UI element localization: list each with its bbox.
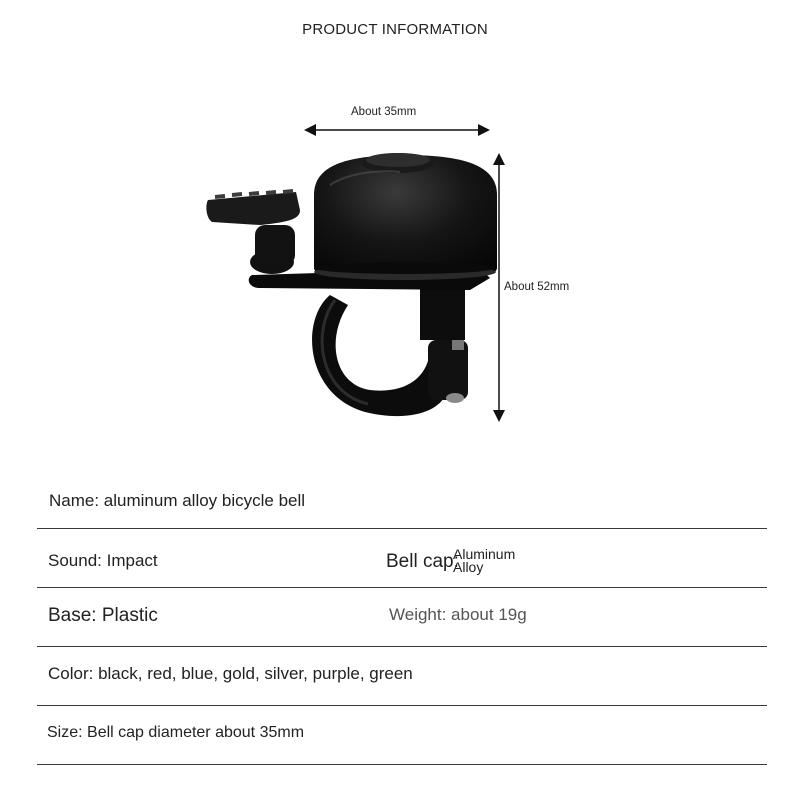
- row-divider: [37, 646, 767, 647]
- spec-base: Base: Plastic: [48, 605, 158, 626]
- spec-color: Color: black, red, blue, gold, silver, purple, green: [48, 664, 413, 683]
- width-dimension-label: About 35mm: [351, 106, 417, 118]
- bell-cap-value-line2: Alloy: [453, 559, 484, 575]
- page-title: PRODUCT INFORMATION: [302, 21, 488, 38]
- height-dimension-label: About 52mm: [504, 281, 570, 293]
- row-divider: [37, 764, 767, 765]
- spec-weight: Weight: about 19g: [389, 605, 527, 624]
- bell-cap: [314, 155, 497, 280]
- spec-bell-cap-value: [453, 548, 515, 574]
- spec-size: Size: Bell cap diameter about 35mm: [47, 724, 305, 741]
- spec-name: Name: aluminum alloy bicycle bell: [49, 491, 306, 510]
- bell-cap-value-line1: Aluminum: [453, 546, 516, 562]
- spec-sound: Sound: Impact: [48, 551, 158, 570]
- row-divider: [37, 587, 767, 588]
- row-divider: [37, 528, 767, 529]
- row-divider: [37, 705, 767, 706]
- spec-bell-cap-label: Bell cap:: [386, 551, 459, 572]
